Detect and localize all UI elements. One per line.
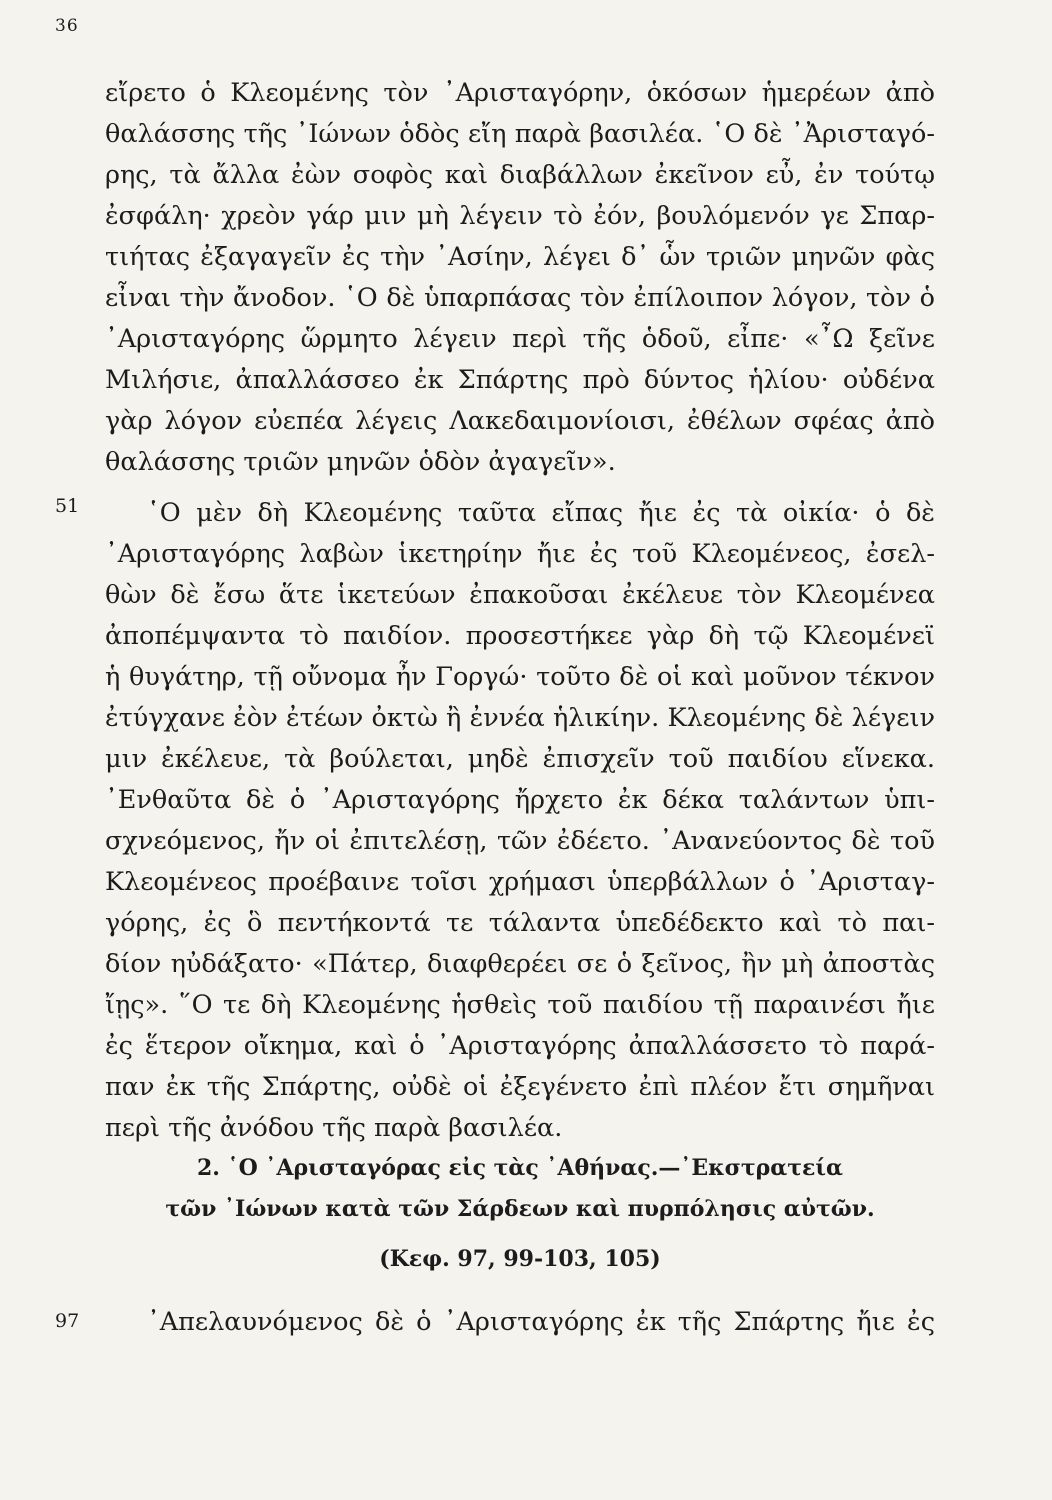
paragraph-3 — [105, 1302, 935, 1343]
text-line: γόρης, ἐς ὃ πεντήκοντά τε τάλαντα ὑπεδέδεκτο καὶ τὸ παι- — [105, 908, 935, 938]
text-line: παν ἐκ τῆς Σπάρτης, οὐδὲ οἱ ἐξεγένετο ἐπὶ πλέον ἔτι σημῆναι — [105, 1072, 935, 1102]
text-line: περὶ τῆς ἀνόδου τῆς παρὰ βασιλέα. — [105, 1113, 563, 1143]
text-line: μιν ἐκέλευε, τὰ βούλεται, μηδὲ ἐπισχεῖν τοῦ παιδίου εἵνεκα. — [105, 744, 935, 774]
text-line: θαλάσσης τριῶν μηνῶν ὁδὸν ἀγαγεῖν». — [105, 447, 616, 477]
text-line: Κλεομένεος προέβαινε τοῖσι χρήμασι ὑπερβάλλων ὁ ᾿Αρισταγ- — [105, 867, 935, 897]
text-line: ἀποπέμψαντα τὸ παιδίον. προσεστήκεε γὰρ δὴ τῷ Κλεομένεϊ — [105, 621, 935, 651]
text-line: σχνεόμενος, ἤν οἱ ἐπιτελέσῃ, τῶν ἐδέετο. ᾿Ανανεύοντος δὲ τοῦ — [105, 826, 935, 856]
text-line: ρης, τὰ ἄλλα ἐὼν σοφὸς καὶ διαβάλλων ἐκεῖνον εὖ, ἐν τούτῳ — [105, 160, 935, 190]
text-line: θαλάσσης τῆς ᾿Ιώνων ὁδὸς εἴη παρὰ βασιλέα. ῾Ο δὲ ᾿Ἀρισταγό- — [105, 119, 935, 149]
text-line: ᾿Απελαυνόμενος δὲ ὁ ᾿Αρισταγόρης ἐκ τῆς Σπάρτης ἤιε ἐς — [147, 1307, 935, 1337]
text-line: γὰρ λόγον εὐεπέα λέγεις Λακεδαιμονίοισι, ἐθέλων σφέας ἀπὸ — [105, 406, 935, 436]
text-line: τιήτας ἐξαγαγεῖν ἐς τὴν ᾿Ασίην, λέγει δ᾿ ὧν τριῶν μηνῶν φὰς — [105, 242, 935, 272]
text-line: ᾿Ενθαῦτα δὲ ὁ ᾿Αρισταγόρης ἤρχετο ἐκ δέκα ταλάντων ὑπι- — [105, 785, 935, 815]
chapter-margin-number: 97 — [55, 1310, 80, 1332]
chapter-margin-number: 51 — [55, 495, 80, 517]
text-line: ἐτύγχανε ἐὸν ἐτέων ὀκτὼ ἢ ἐννέα ἡλικίην. Κλεομένης δὲ λέγειν — [105, 703, 935, 733]
text-line: ἡ θυγάτηρ, τῇ οὔνομα ἦν Γοργώ· τοῦτο δὲ οἱ καὶ μοῦνον τέκνον — [105, 662, 935, 692]
paragraph-1 — [105, 73, 935, 483]
text-line: ᾿Αρισταγόρης λαβὼν ἱκετηρίην ἤιε ἐς τοῦ Κλεομένεος, ἐσελ- — [105, 539, 935, 569]
section-heading-line-1: 2. ῾Ο ᾿Αρισταγόρας εἰς τὰς ᾿Αθήνας.—᾿Εκστρατεία — [196, 1155, 843, 1181]
section-heading-line-2: τῶν ᾿Ιώνων κατὰ τῶν Σάρδεων καὶ πυρπόλησις αὐτῶν. — [165, 1196, 875, 1222]
chapter-reference: (Κεφ. 97, 99-103, 105) — [379, 1246, 661, 1272]
text-line: Μιλήσιε, ἀπαλλάσσεο ἐκ Σπάρτης πρὸ δύντος ἡλίου· οὐδένα — [105, 365, 935, 395]
text-line: ᾿Αρισταγόρης ὥρμητο λέγειν περὶ τῆς ὁδοῦ, εἶπε· «῏Ω ξεῖνε — [105, 324, 935, 354]
text-line: δίον ηὐδάξατο· «Πάτερ, διαφθερέει σε ὁ ξεῖνος, ἢν μὴ ἀποστὰς — [105, 949, 935, 979]
text-line: θὼν δὲ ἔσω ἅτε ἱκετεύων ἐπακοῦσαι ἐκέλευε τὸν Κλεομένεα — [105, 580, 935, 610]
text-line: εἴρετο ὁ Κλεομένης τὸν ᾿Αρισταγόρην, ὁκόσων ἡμερέων ἀπὸ — [105, 78, 935, 108]
text-line: ἴῃς». ῞Ο τε δὴ Κλεομένης ἡσθεὶς τοῦ παιδίου τῇ παραινέσι ἤιε — [105, 990, 935, 1020]
text-line: ῾Ο μὲν δὴ Κλεομένης ταῦτα εἴπας ἤιε ἐς τὰ οἰκία· ὁ δὲ — [147, 498, 935, 528]
text-line: ἐς ἕτερον οἴκημα, καὶ ὁ ᾿Αρισταγόρης ἀπαλλάσσετο τὸ παρά- — [105, 1031, 935, 1061]
paragraph-2 — [105, 493, 935, 1149]
text-line: ἐσφάλη· χρεὸν γάρ μιν μὴ λέγειν τὸ ἐόν, βουλόμενόν γε Σπαρ- — [105, 201, 935, 231]
text-line: εἶναι τὴν ἄνοδον. ῾Ο δὲ ὑπαρπάσας τὸν ἐπίλοιπον λόγον, τὸν ὁ — [105, 283, 935, 313]
page-number: 36 — [55, 16, 79, 36]
